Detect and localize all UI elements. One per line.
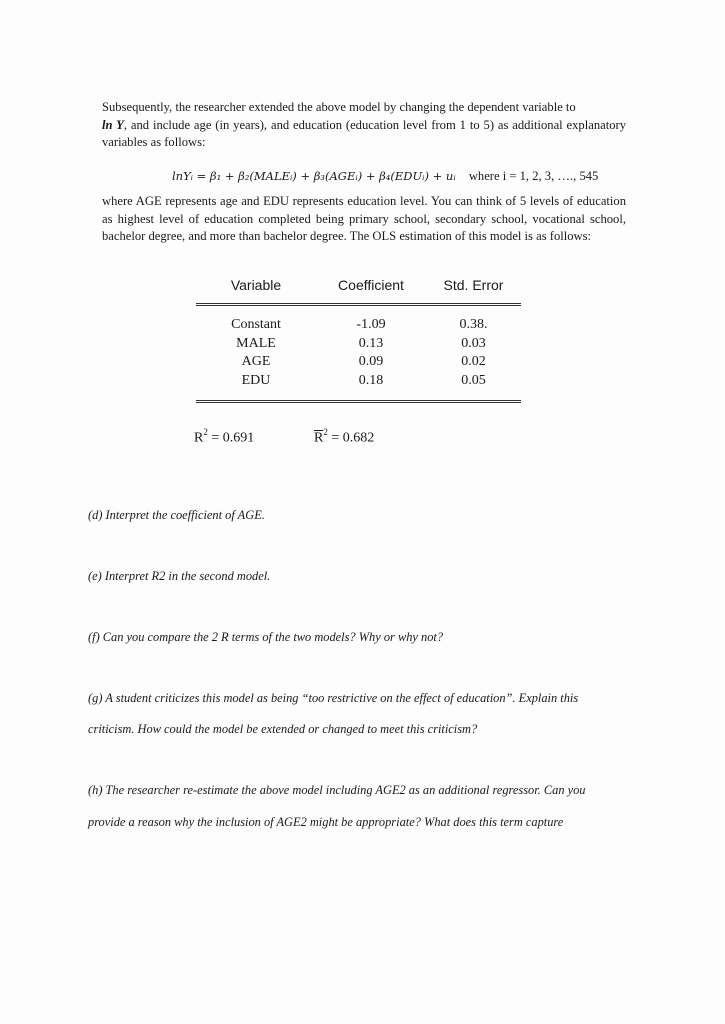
- table-header-row: [196, 275, 521, 305]
- regression-table: [196, 275, 521, 403]
- question-g-line-2: criticism. How could the model be extended or changed to meet this criticism?: [88, 722, 478, 736]
- equation-formula: lnYᵢ = β₁ + β₂(MALEᵢ) + β₃(AGEᵢ) + β₄(EDUᵢ) + uᵢ: [172, 169, 456, 183]
- cell-coefficient: 0.09: [358, 354, 384, 369]
- cell-variable: EDU: [196, 372, 316, 402]
- cell-variable: MALE: [236, 335, 276, 351]
- cell-coefficient: -1.09: [356, 317, 386, 332]
- cell-variable: AGE: [241, 354, 271, 369]
- question-g-line-1: (g) A student criticizes this model as being “too restrictive on the effect of education”. Explain this: [88, 691, 579, 705]
- adjusted-r-squared-label: $\overline{R}$: [314, 430, 324, 446]
- table-row: [196, 305, 521, 335]
- table-row: [196, 353, 521, 372]
- cell-std-error: 0.03: [461, 335, 486, 351]
- question-h-line-2: provide a reason why the inclusion of AGE2 might be appropriate? What does this term capture: [88, 815, 564, 829]
- adjusted-r-squared: [314, 428, 374, 447]
- question-e: (e) Interpret R2 in the second model.: [88, 569, 271, 583]
- question-f: (f) Can you compare the 2 R terms of the two models? Why or why not?: [88, 630, 444, 644]
- cell-coefficient: 0.18: [316, 372, 426, 402]
- r-squared-exponent: 2: [203, 427, 208, 437]
- table-row: [196, 372, 521, 402]
- cell-std-error: 0.02: [461, 354, 486, 369]
- adjusted-r-squared-value: = 0.682: [327, 430, 375, 446]
- header-variable: Variable: [196, 275, 316, 305]
- r-squared: [194, 428, 254, 447]
- intro-paragraph: [102, 99, 626, 152]
- model-equation: [172, 168, 632, 185]
- header-coefficient: Coefficient: [316, 275, 426, 305]
- intro-line-2: [102, 117, 626, 152]
- r-squared-label: R: [194, 430, 204, 446]
- equation-index-range: where i = 1, 2, 3, …., 545: [468, 169, 599, 183]
- cell-std-error: 0.05: [426, 372, 521, 402]
- intro-line-2-rest: , and include age (in years), and education (education level from 1 to 5) as additional explanatory variables as follows:: [102, 117, 626, 149]
- dependent-variable: ln Y: [102, 117, 124, 132]
- question-d: (d) Interpret the coefficient of AGE.: [88, 508, 265, 522]
- intro-line-1: Subsequently, the researcher extended the above model by changing the dependent variable to: [102, 100, 576, 114]
- adjusted-r-squared-exponent: 2: [323, 427, 328, 437]
- variable-description: where AGE represents age and EDU represents education level. You can think of 5 levels of education as highest level of education completed being primary school, secondary school, vocational school, bachelor degree, and more than bachelor degree. The OLS estimation of this model is as follows:: [102, 194, 626, 243]
- header-std-error: Std. Error: [426, 275, 521, 305]
- cell-variable: Constant: [231, 317, 281, 332]
- table-row: [196, 335, 521, 354]
- question-h-line-1: (h) The researcher re-estimate the above model including AGE2 as an additional regressor. Can you: [88, 783, 586, 797]
- r-squared-value: = 0.691: [207, 430, 255, 446]
- cell-coefficient: 0.13: [358, 335, 384, 351]
- cell-std-error: 0.38.: [459, 317, 488, 332]
